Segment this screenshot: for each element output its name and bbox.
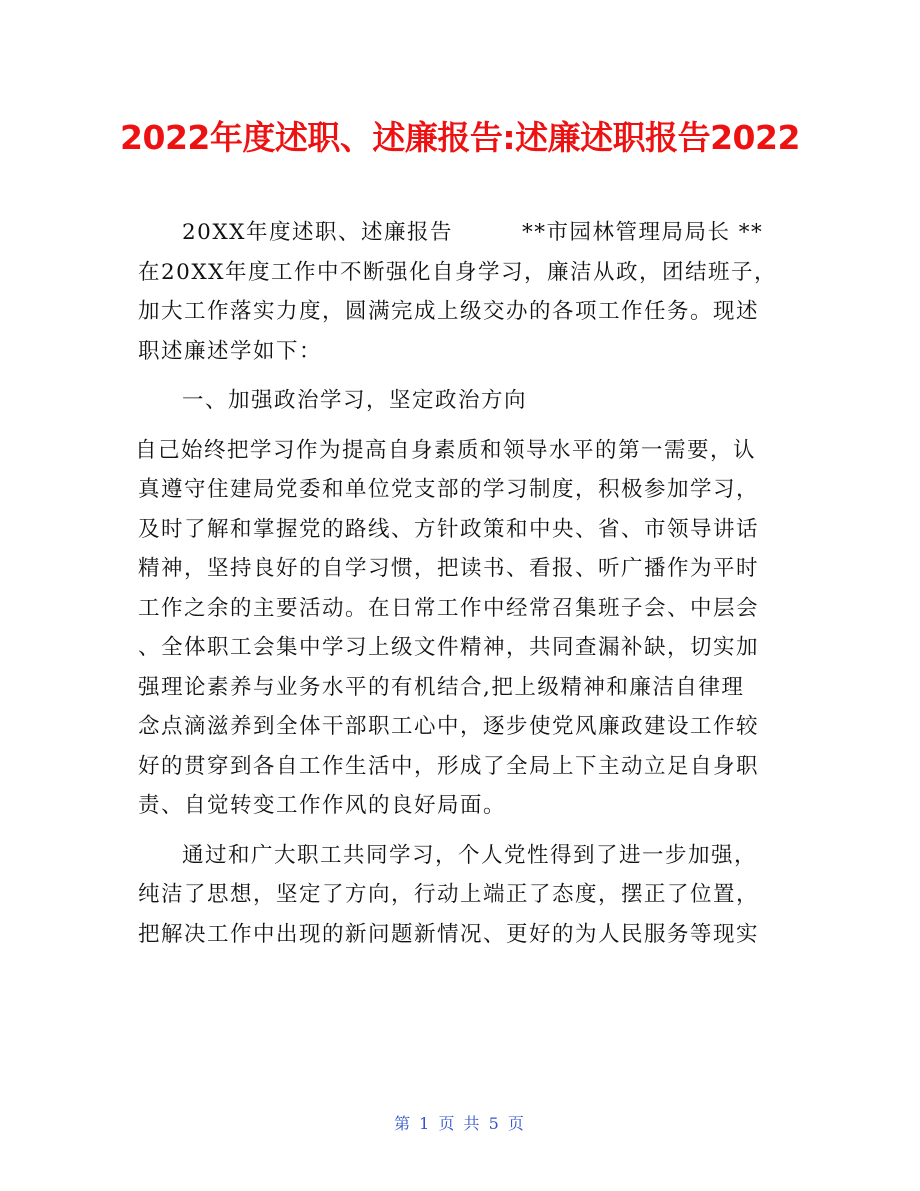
body-line: 责、自觉转变工作作风的良好局面。: [138, 793, 507, 818]
body-line: 精神，坚持良好的自学习惯，把读书、看报、听广播作为平时: [138, 556, 760, 581]
body-line: 真遵守住建局党委和单位党支部的学习制度，积极参加学习，: [138, 477, 760, 502]
body-line: 通过和广大职工共同学习，个人党性得到了进一步加强，: [182, 842, 758, 868]
body-line: 强理论素养与业务水平的有机结合,把上级精神和廉洁自律理: [138, 674, 745, 700]
report-heading-line: 20XX年度述职、述廉报告 **市园林管理局局长 **: [182, 220, 764, 245]
body-line: 自己始终把学习作为提高自身素质和领导水平的第一需要，认: [135, 437, 757, 463]
document-title: 2022年度述职、述廉报告:述廉述职报告2022: [120, 118, 800, 157]
body-line: 工作之余的主要活动。在日常工作中经常召集班子会、中层会: [138, 595, 760, 621]
body-line: 、全体职工会集中学习上级文件精神，共同查漏补缺，切实加: [138, 635, 760, 660]
body-line: 在20XX年度工作中不断强化自身学习，廉洁从政，团结班子，: [138, 259, 777, 285]
body-line: 好的贯穿到各自工作生活中，形成了全局上下主动立足自身职: [138, 753, 760, 779]
body-line: 念点滴滋养到全体干部职工心中，逐步使党风廉政建设工作较: [138, 714, 760, 739]
body-line: 职述廉述学如下：: [138, 338, 323, 364]
document-body: [135, 213, 788, 954]
section-heading: 一、加强政治学习，坚定政治方向: [182, 388, 528, 413]
body-line: 纯洁了思想，坚定了方向，行动上端正了态度，摆正了位置，: [138, 882, 760, 907]
body-line: 及时了解和掌握党的路线、方针政策和中央、省、市领导讲话: [138, 516, 760, 542]
body-line: 加大工作落实力度，圆满完成上级交办的各项工作任务。现述: [138, 299, 760, 324]
body-line: 把解决工作中出现的新问题新情况、更好的为人民服务等现实: [138, 921, 760, 947]
page-number-footer: 第 1 页 共 5 页: [394, 1114, 526, 1133]
